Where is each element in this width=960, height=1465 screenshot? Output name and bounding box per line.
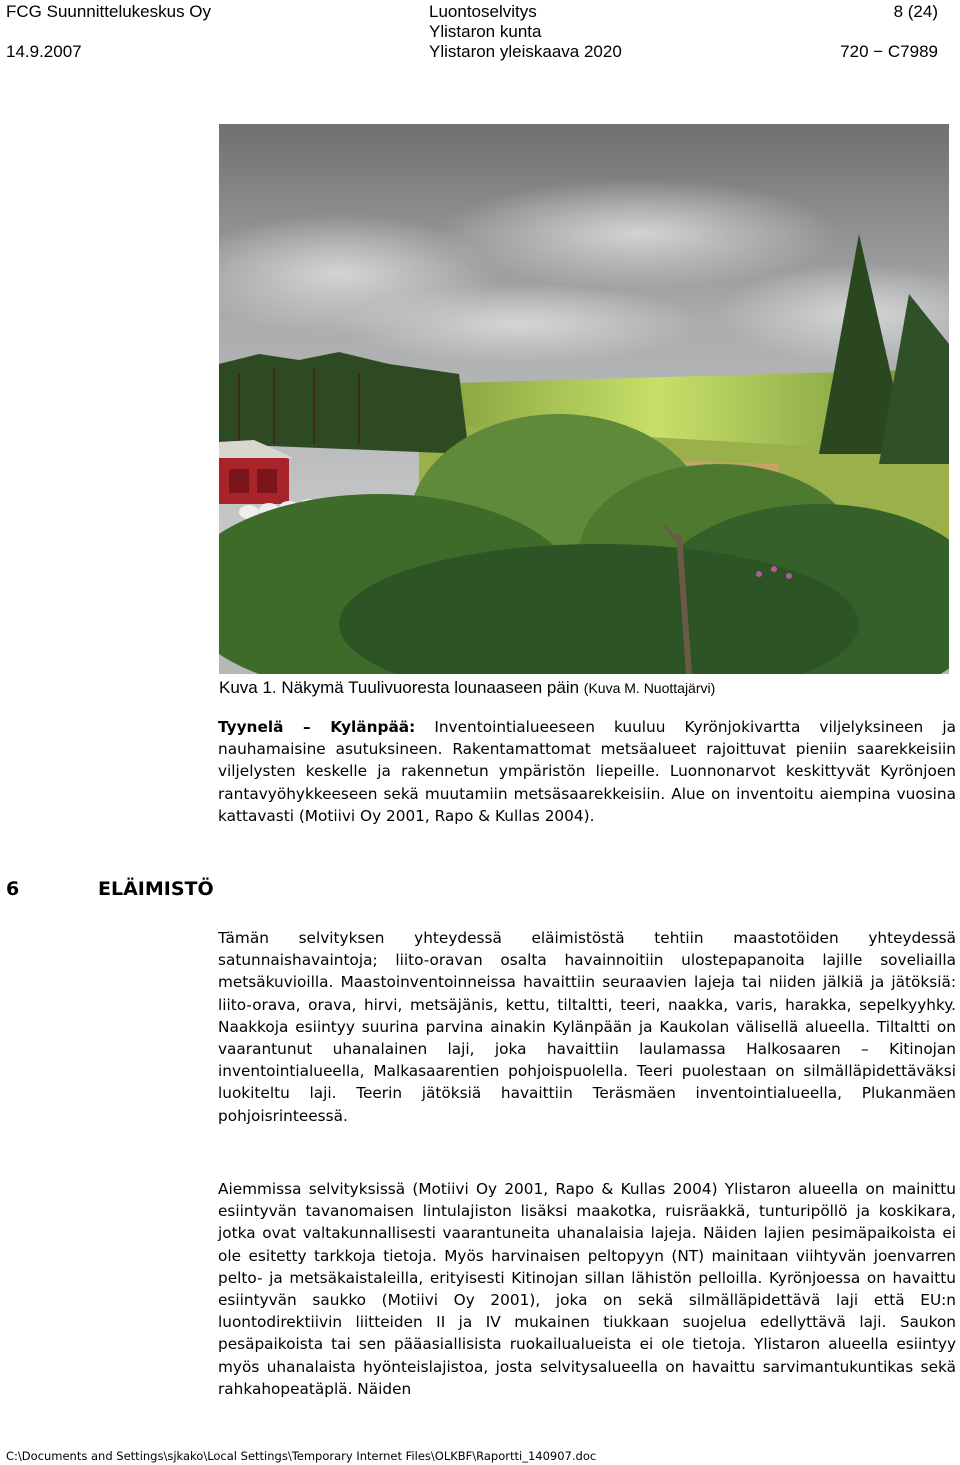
footer-file-path: C:\Documents and Settings\sjkako\Local Settings\Temporary Internet Files\OLKBF\Raportti_140907.doc — [6, 1449, 597, 1463]
section-title: ELÄIMISTÖ — [98, 878, 214, 900]
body-paragraph: Aiemmissa selvityksissä (Motiivi Oy 2001, Rapo & Kullas 2004) Ylistaron alueella on mainittu esiintyvän tavanomaisen lintulajiston lisäksi maakotka, ruisräakkä, tunturipöllö ja koskikara, jotka ovat valtakunnallisesti vaarantuneita uhanalaisia lajeja. Näiden lajien pesimäpaikoista ei ole esitetty tarkkoja tietoja. Myös harvinaisen peltopyyn (NT) mainitaan viihtyvän joenvarren pelto- ja metsäkaistaleilla, erityisesti Kitinojan sillan lähistön pelloilla. Kyrönjoessa on havaittu esiintyvän saukko (Motiivi Oy 2001), joka on sekä silmälläpidettävä laji että EU:n luontodirektiivin liitteiden II ja IV mukainen tiukkaan suojelua edellyttävä laji. Saukon pesäpaikoista tai sen pääasiallisista ruokailualueista ei ole tietoja. Ylistaron alueella esiintyy myös uhanalaista hyönteislajistoa, josta selvitysalueella on havaittu sarvimantukuntikas sekä rahkahopeatäplä. Näiden — [218, 1180, 956, 1398]
header-page-number: 8 (24) — [893, 2, 938, 21]
intro-paragraph — [218, 716, 956, 827]
section-number: 6 — [6, 878, 20, 900]
header-center — [429, 2, 622, 62]
header-date: 14.9.2007 — [6, 42, 82, 61]
header-project-code: 720 − C7989 — [840, 42, 938, 61]
body-paragraph: Tämän selvityksen yhteydessä eläimistöstä tehtiin maastotöiden yhteydessä satunnaishavaintoja; liito-oravan osalta havainnoitiin ulostepapanoita lajille soveliailla metsäkuvioilla. Maastoinventoinneissa havaittiin seuraavien lajeja tai niiden jälkiä ja jätöksiä: liito-orava, orava, hirvi, metsäjänis, kettu, tiltaltti, teeri, naakka, varis, harakka, sepelkyyhky. Naakkoja esiintyy suurina parvina ainakin Kylänpään ja Kaukolan välisellä alueella. Tiltaltti on vaarantunut uhanalainen laji, joka havaittiin laulamassa Halkosaaren – Kitinojan inventointialueella, Malkasaarentien pohjoispuolella. Teeri puolestaan on silmälläpidettäväksi luokiteltu laji. Teerin jätöksiä havaittiin Teräsmäen inventointialueella, Plukanmäen pohjoisrinteessä. — [218, 929, 956, 1125]
section-heading — [6, 878, 214, 900]
header-municipality: Ylistaron kunta — [429, 22, 542, 41]
header-plan: Ylistaron yleiskaava 2020 — [429, 42, 622, 61]
header-company: FCG Suunnittelukeskus Oy — [6, 2, 212, 21]
area-name: Tyynelä – Kylänpää: — [218, 718, 416, 736]
figure-caption — [219, 678, 715, 698]
figure-caption-credit: (Kuva M. Nuottajärvi) — [583, 680, 716, 696]
figure-caption-main: Kuva 1. Näkymä Tuulivuoresta lounaaseen päin — [219, 678, 580, 697]
landscape-photo — [219, 124, 949, 674]
intro-text: Inventointialueeseen kuuluu Kyrönjokivartta viljelyksineen ja nauhamaisine asutuksineen. Rakentamattomat metsäalueet rajoittuvat pieniin saarekkeisiin viljelysten keskelle ja rakennetun ympäristön liepeille. Luonnonarvot keskittyvät Kyrönjoen rantavyöhykkeeseen sekä muutamiin metsäsaarekkeisiin. Alue on inventoitu aiempina vuosina kattavasti (Motiivi Oy 2001, Rapo & Kullas 2004). — [218, 718, 956, 825]
header-report-title: Luontoselvitys — [429, 2, 537, 21]
